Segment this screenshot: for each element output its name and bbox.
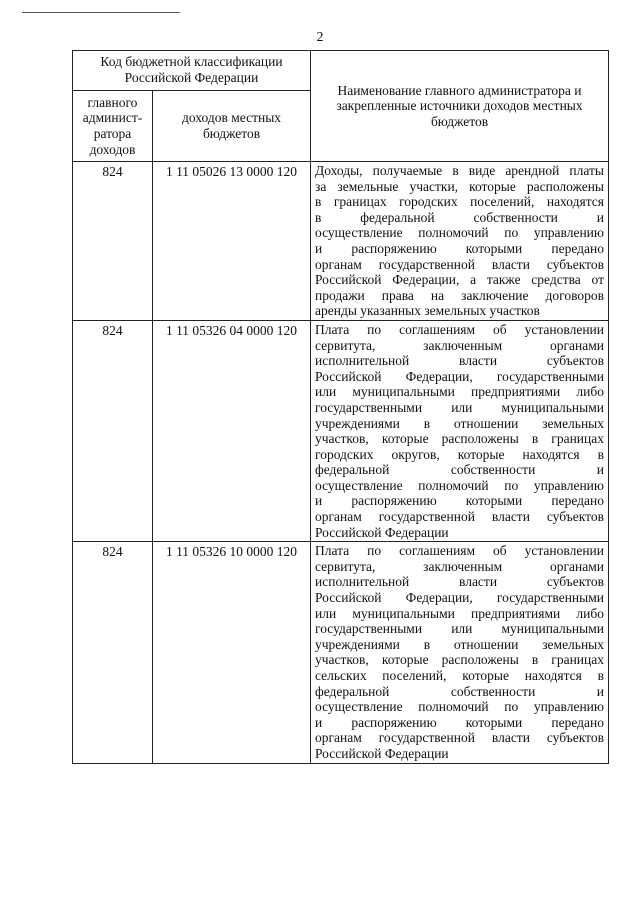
description-line: Доходы, получаемые в виде арендной платы	[315, 163, 604, 178]
header-administrator-name: Наименование главного администратора и закрепленные источники доходов местных бюджетов	[311, 51, 609, 162]
description-line: аренды указанных земельных участков	[315, 303, 540, 319]
description-line: и распоряжению которыми передано	[315, 493, 604, 509]
description-line: или муниципальными предприятиями либо	[315, 605, 604, 621]
description-line: Плата по соглашениям об установлении	[315, 321, 604, 337]
table-row	[73, 162, 609, 321]
page-number: 2	[316, 30, 324, 45]
description-line: и распоряжению которыми передано	[315, 714, 604, 730]
description-line: осуществление полномочий по управлению	[315, 477, 604, 493]
description-line: в границах городских поселений, находятся	[315, 194, 604, 210]
description-line: и распоряжению которыми передано	[315, 240, 604, 256]
table-row	[73, 320, 609, 541]
header-classification-code: Код бюджетной классификации Российской Федерации	[73, 51, 311, 91]
description-line: Плата по соглашениям об установлении	[315, 543, 604, 559]
income-code-cell: 1 11 05026 13 0000 120	[153, 162, 311, 321]
description-line: осуществление полномочий по управлению	[315, 699, 604, 715]
table-row	[73, 542, 609, 763]
income-description-cell	[311, 162, 609, 321]
description-line: органам государственной власти субъектов	[315, 509, 604, 525]
description-line: федеральной собственности и	[315, 462, 604, 478]
description-line: учреждениями в отношении земельных	[315, 636, 604, 652]
description-line: органам государственной власти субъектов	[315, 256, 604, 272]
administrator-code-cell: 824	[73, 162, 153, 321]
administrator-code-cell: 824	[73, 542, 153, 763]
description-line: за земельные участки, которые расположены	[315, 178, 604, 194]
income-code-cell: 1 11 05326 04 0000 120	[153, 320, 311, 541]
description-line: Российской Федерации	[315, 745, 449, 761]
description-line: сельских поселений, которые находятся в	[315, 668, 604, 683]
description-line: Российской Федерации, государственными	[315, 590, 604, 606]
description-line: исполнительной власти субъектов	[315, 353, 604, 369]
administrator-code-cell: 824	[73, 320, 153, 541]
description-line: Российской Федерации, государственными	[315, 368, 604, 384]
description-line: осуществление полномочий по управлению	[315, 225, 604, 241]
description-line: Российской Федерации	[315, 524, 449, 540]
description-line: органам государственной власти субъектов	[315, 730, 604, 746]
description-line: сервитута, заключенным органами	[315, 558, 604, 574]
description-line: сервитута, заключенным органами	[315, 337, 604, 353]
description-line: или муниципальными предприятиями либо	[315, 384, 604, 400]
table-header-row	[73, 51, 609, 91]
description-line: участков, которые расположены в границах	[315, 652, 604, 668]
description-line: федеральной собственности и	[315, 683, 604, 699]
header-local-budget-income: доходов местных бюджетов	[153, 91, 311, 162]
description-line: государственными или муниципальными	[315, 399, 604, 415]
description-line: учреждениями в отношении земельных	[315, 415, 604, 431]
description-line: участков, которые расположены в границах	[315, 431, 604, 447]
description-line: государственными или муниципальными	[315, 621, 604, 637]
description-line: исполнительной власти субъектов	[315, 574, 604, 590]
description-line: в федеральной собственности и	[315, 209, 604, 225]
income-description-cell	[311, 542, 609, 763]
header-chief-administrator: главного админист-ратора доходов	[73, 91, 153, 162]
budget-classification-table	[72, 50, 609, 764]
description-line: городских округов, которые находятся в	[315, 446, 604, 462]
description-line: продажи права на заключение договоров	[315, 287, 604, 303]
scan-artifact-line	[22, 12, 180, 13]
income-code-cell: 1 11 05326 10 0000 120	[153, 542, 311, 763]
description-line: Российской Федерации, а также средства от	[315, 272, 604, 288]
income-description-cell	[311, 320, 609, 541]
